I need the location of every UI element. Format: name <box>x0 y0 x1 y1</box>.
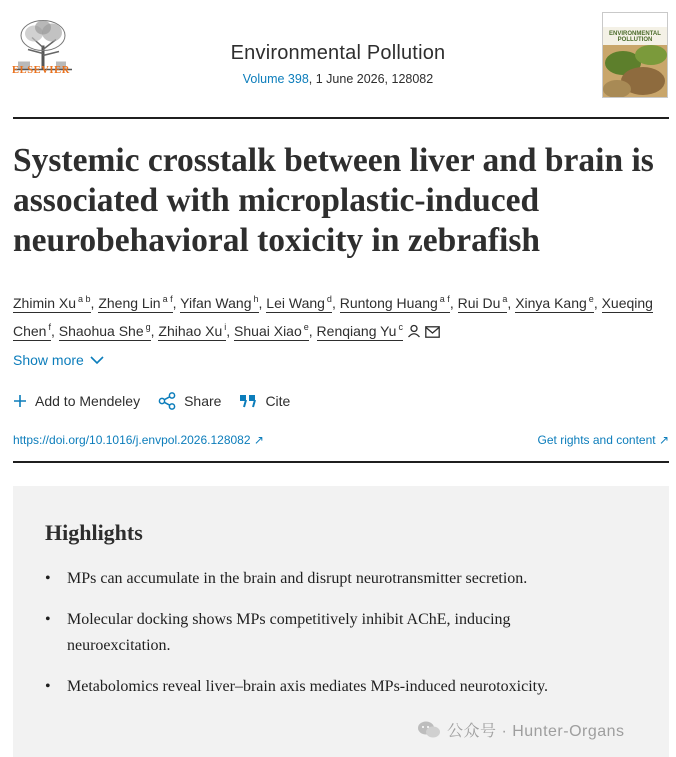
author-affiliation: g <box>145 322 151 332</box>
author-affiliation: i <box>224 322 227 332</box>
show-more-label: Show more <box>13 352 84 368</box>
author-link[interactable] <box>340 295 450 313</box>
author-list: Zhimin Xu $^{a b}$, Zheng Lin $^{a f}$, Yifan Wang $^h$, Lei Wang $^d$, Runtong Huang $^{a f}$, Rui Du $^a$, Xinya Kang $^e$, Xueqing Chen $^f$, Shaohua She $^g$, Zhihao Xu $^i$, Shuai Xiao $^e$, Renqiang Yu $^c$ <box>13 294 653 339</box>
author-link[interactable] <box>98 295 172 313</box>
cover-title: ENVIRONMENTAL POLLUTION <box>609 31 661 43</box>
author-affiliation: d <box>326 294 332 304</box>
author-affiliation: a f <box>439 294 450 304</box>
doi-link[interactable] <box>13 433 264 447</box>
highlights-list <box>45 566 605 715</box>
author-affiliation: c <box>398 322 403 332</box>
highlights-heading: Highlights <box>45 520 143 545</box>
highlights-box <box>13 486 669 757</box>
author-link[interactable] <box>266 295 332 313</box>
author-name: Zhihao Xu <box>158 323 223 339</box>
author-affiliation: a f <box>162 294 173 304</box>
add-to-mendeley-button[interactable] <box>13 392 140 410</box>
author-link[interactable] <box>59 323 151 341</box>
quote-icon <box>239 394 257 408</box>
author-name: Xueqing Chen <box>13 295 653 339</box>
author-name: Renqiang Yu <box>316 323 397 339</box>
rights-link[interactable] <box>538 433 669 447</box>
author-name: Yifan Wang <box>180 295 252 311</box>
author-name: Runtong Huang <box>339 295 438 311</box>
journal-header <box>0 0 676 118</box>
email-icon[interactable] <box>425 326 440 338</box>
share-icon <box>158 392 176 410</box>
issue-info <box>0 72 676 86</box>
author-affiliation: h <box>253 294 259 304</box>
cite-button[interactable] <box>239 392 290 410</box>
author-name: Lei Wang <box>266 295 325 311</box>
author-link[interactable] <box>234 323 309 341</box>
author-affiliation: e <box>303 322 309 332</box>
author-link[interactable] <box>515 295 594 313</box>
share-button[interactable] <box>158 392 221 410</box>
journal-cover[interactable] <box>602 12 668 98</box>
highlight-item: • Molecular docking shows MPs competitively inhibit AChE, inducing neuroexcitation. <box>45 607 605 659</box>
author-name: Zhimin Xu <box>13 295 77 311</box>
show-more-button[interactable] <box>13 352 104 368</box>
external-link-icon: ↗ <box>253 433 264 447</box>
highlight-item: • MPs can accumulate in the brain and disrupt neurotransmitter secretion. <box>45 566 605 592</box>
chevron-down-icon <box>90 355 104 365</box>
watermark <box>417 718 625 741</box>
share-label: Share <box>184 393 222 409</box>
volume-link[interactable]: Volume 398 <box>242 72 309 86</box>
issue-details: , 1 June 2026, 128082 <box>308 72 434 86</box>
article-actions <box>13 392 290 410</box>
author-name: Xinya Kang <box>515 295 587 311</box>
author-affiliation: a b <box>78 294 91 304</box>
wechat-icon <box>417 720 441 740</box>
author-name: Shaohua She <box>58 323 144 339</box>
highlight-item: • Metabolomics reveal liver–brain axis mediates MPs-induced neurotoxicity. <box>45 674 605 700</box>
header-divider <box>13 117 669 119</box>
plus-icon <box>13 394 27 408</box>
author-link[interactable] <box>13 295 91 313</box>
links-divider <box>13 461 669 463</box>
journal-title[interactable]: Environmental Pollution <box>230 42 446 64</box>
author-affiliation: e <box>588 294 594 304</box>
article-title: Systemic crosstalk between liver and brain is associated with microplastic-induced neurobehavioral toxicity in zebrafish <box>13 142 654 259</box>
publisher-name: ELSEVIER <box>12 65 70 76</box>
watermark-text: 公众号 · Hunter-Organs <box>447 723 625 740</box>
corresponding-author-icon[interactable] <box>407 324 421 338</box>
cite-label: Cite <box>265 393 291 409</box>
cover-image <box>603 45 668 98</box>
rights-text: Get rights and content <box>537 433 656 447</box>
author-affiliation: a <box>502 294 508 304</box>
author-name: Rui Du <box>457 295 501 311</box>
author-affiliation: f <box>48 322 51 332</box>
author-link[interactable] <box>158 323 226 341</box>
external-link-icon: ↗ <box>658 433 669 447</box>
author-name: Shuai Xiao <box>234 323 302 339</box>
doi-text: https://doi.org/10.1016/j.envpol.2026.128082 <box>13 433 251 447</box>
author-link[interactable] <box>180 295 258 313</box>
author-name: Zheng Lin <box>98 295 161 311</box>
author-link[interactable] <box>317 323 403 341</box>
mendeley-label: Add to Mendeley <box>35 393 141 409</box>
author-link[interactable] <box>458 295 508 313</box>
